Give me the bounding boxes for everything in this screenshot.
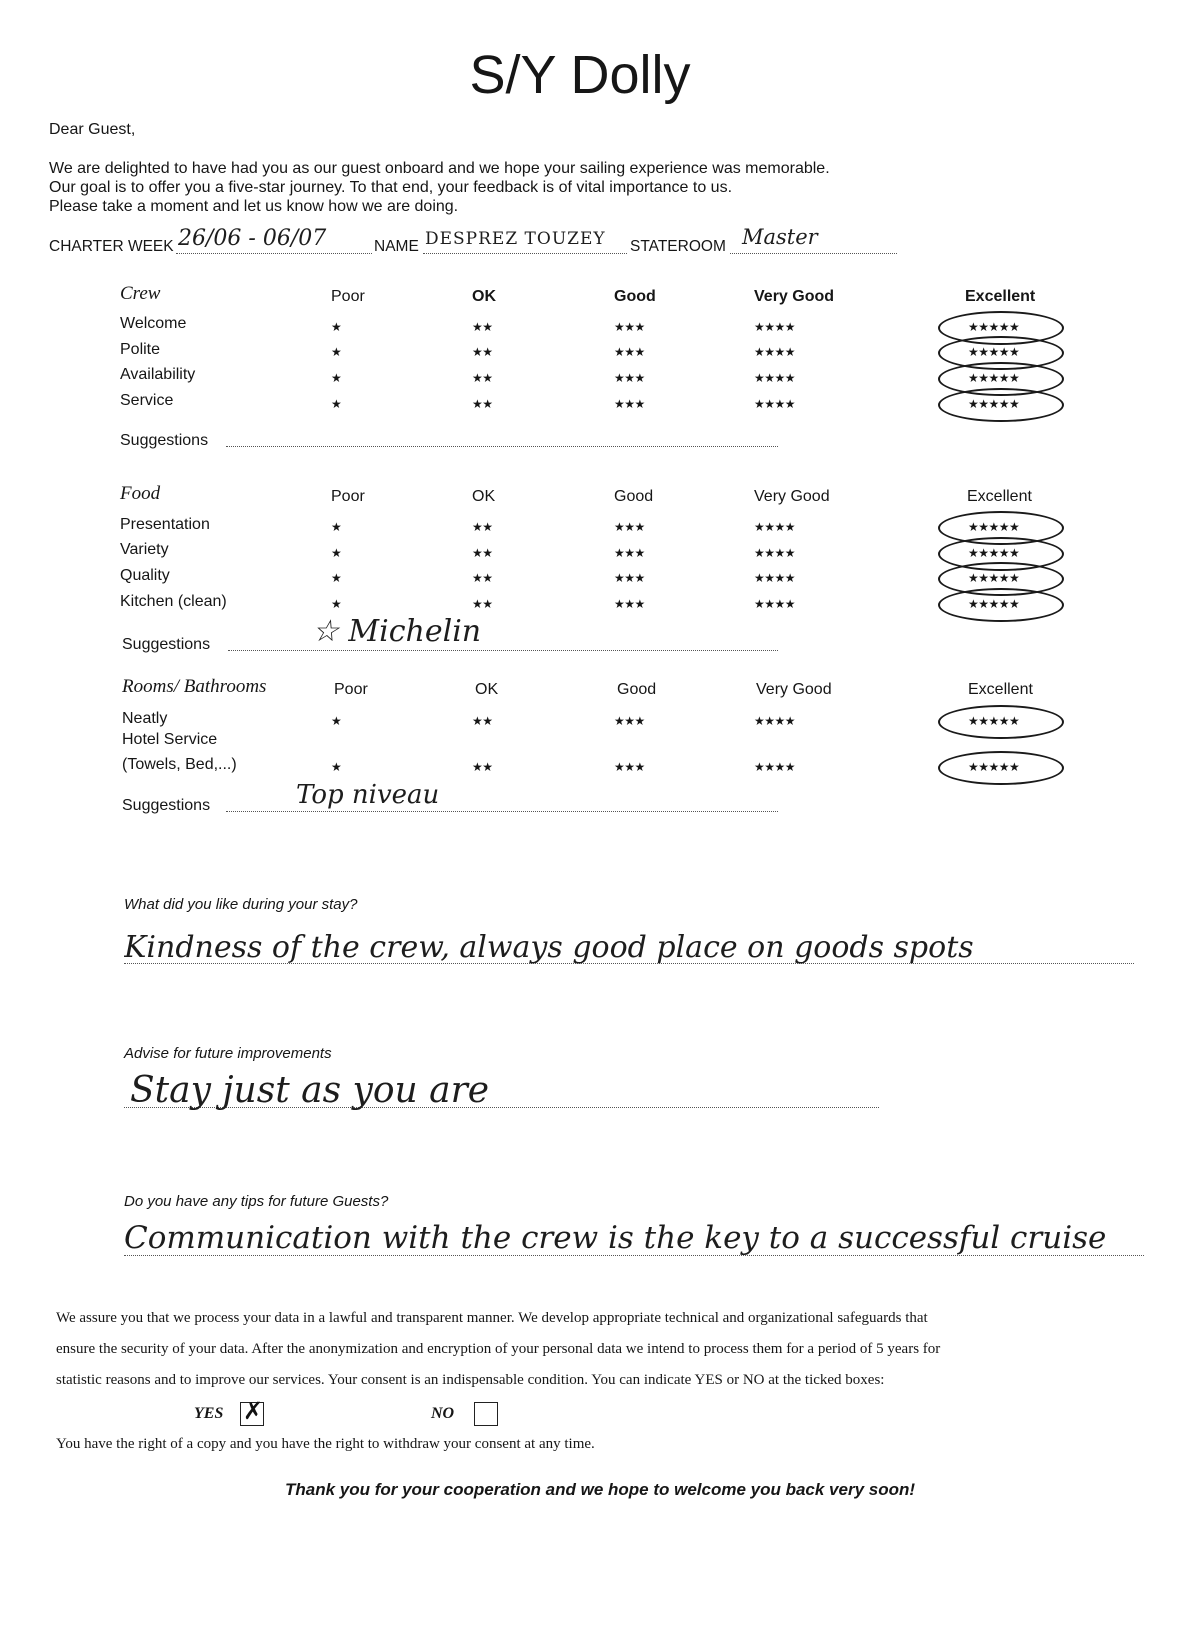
rating-stars-good[interactable]: ★★★ <box>614 320 645 334</box>
rating-stars-excellent[interactable]: ★★★★★ <box>968 546 1020 560</box>
row-label-polite: Polite <box>120 341 161 358</box>
rating-stars-very-good[interactable]: ★★★★ <box>754 371 796 385</box>
rating-stars-poor[interactable]: ★ <box>331 520 342 534</box>
rating-stars-poor[interactable]: ★ <box>331 597 342 611</box>
consent-no-label: NO <box>431 1405 455 1422</box>
rating-stars-very-good[interactable]: ★★★★ <box>754 520 796 534</box>
question-liked-answer[interactable]: Kindness of the crew, always good place on goods spots <box>124 930 974 965</box>
rating-stars-ok[interactable]: ★★ <box>472 546 493 560</box>
header-poor: Poor <box>331 488 365 505</box>
row-label-availability: Availability <box>120 366 196 383</box>
suggestions-line-rooms <box>226 811 778 812</box>
rating-stars-ok[interactable]: ★★ <box>472 571 493 585</box>
legal-line-1: We assure you that we process your data in a lawful and transparent manner. We develop appropriate technical and organizational safeguards that <box>56 1310 928 1326</box>
intro-line-2: Our goal is to offer you a five-star journey. To that end, your feedback is of vital importance to us. <box>49 179 733 196</box>
rating-stars-good[interactable]: ★★★ <box>614 571 645 585</box>
header-very-good: Very Good <box>754 288 835 305</box>
suggestions-label-rooms: Suggestions <box>122 797 211 814</box>
intro-line-3: Please take a moment and let us know how we are doing. <box>49 198 459 215</box>
rating-stars-excellent[interactable]: ★★★★★ <box>968 571 1020 585</box>
section-title-rooms: Rooms/ Bathrooms <box>122 676 267 697</box>
row-label-quality: Quality <box>120 567 170 584</box>
legal-line-2: ensure the security of your data. After the anonymization and encryption of your personal data we intend to process them for a period of 5 years for <box>56 1341 941 1357</box>
header-very-good: Very Good <box>754 488 830 505</box>
rating-stars-good[interactable]: ★★★ <box>614 520 645 534</box>
rating-stars-poor[interactable]: ★ <box>331 371 342 385</box>
rating-stars-excellent[interactable]: ★★★★★ <box>968 345 1020 359</box>
rating-stars-very-good[interactable]: ★★★★ <box>754 345 796 359</box>
header-poor: Poor <box>334 681 368 698</box>
rating-stars-ok[interactable]: ★★ <box>472 520 493 534</box>
header-ok: OK <box>475 681 499 698</box>
rating-stars-poor[interactable]: ★ <box>331 397 342 411</box>
name-label: NAME <box>374 238 419 255</box>
consent-yes-label: YES <box>194 1405 224 1422</box>
thanks-text: Thank you for your cooperation and we hope to welcome you back very soon! <box>284 1480 916 1499</box>
rating-stars-very-good[interactable]: ★★★★ <box>754 320 796 334</box>
row-label-variety: Variety <box>120 541 169 558</box>
row-label-service: Service <box>120 392 174 409</box>
header-excellent: Excellent <box>965 288 1036 305</box>
header-good: Good <box>614 488 654 505</box>
selection-circle <box>938 388 1064 422</box>
question-tips-label: Do you have any tips for future Guests? <box>124 1193 389 1210</box>
name-field[interactable]: DESPREZ TOUZEY <box>425 229 606 249</box>
selection-circle <box>938 705 1064 739</box>
rating-stars-good[interactable]: ★★★ <box>614 714 645 728</box>
legal-line-3: statistic reasons and to improve our services. Your consent is an indispensable condition. You can indicate YES or NO at the ticked boxes: <box>56 1372 885 1388</box>
header-ok: OK <box>472 288 496 305</box>
rating-stars-excellent[interactable]: ★★★★★ <box>968 714 1020 728</box>
rating-stars-excellent[interactable]: ★★★★★ <box>968 597 1020 611</box>
page-title: S/Y Dolly <box>469 45 691 105</box>
rating-stars-ok[interactable]: ★★ <box>472 345 493 359</box>
header-ok: OK <box>472 488 496 505</box>
row-label-hotel-service: Hotel Service <box>122 731 218 748</box>
rating-stars-good[interactable]: ★★★ <box>614 397 645 411</box>
rating-stars-excellent[interactable]: ★★★★★ <box>968 320 1020 334</box>
question-tips-answer[interactable]: Communication with the crew is the key to a successful cruise <box>124 1220 1107 1256</box>
row-label-neatly: Neatly <box>122 710 168 727</box>
header-poor: Poor <box>331 288 365 305</box>
rating-stars-poor[interactable]: ★ <box>331 345 342 359</box>
header-very-good: Very Good <box>756 681 832 698</box>
rating-stars-very-good[interactable]: ★★★★ <box>754 397 796 411</box>
question-liked-label: What did you like during your stay? <box>124 896 358 913</box>
suggestions-label-crew: Suggestions <box>120 432 209 449</box>
consent-yes-checkbox[interactable] <box>240 1397 264 1426</box>
row-label-presentation: Presentation <box>120 516 210 533</box>
rating-stars-very-good[interactable]: ★★★★ <box>754 571 796 585</box>
charter-week-field[interactable]: 26/06 - 06/07 <box>178 226 327 251</box>
intro-line-1: We are delighted to have had you as our guest onboard and we hope your sailing experience was memorable. <box>49 160 830 177</box>
header-excellent: Excellent <box>968 681 1033 698</box>
suggestions-line-crew <box>226 446 778 447</box>
stateroom-label: STATEROOM <box>630 238 726 255</box>
rights-text: You have the right of a copy and you have the right to withdraw your consent at any time. <box>56 1436 595 1452</box>
rating-stars-poor[interactable]: ★ <box>331 714 342 728</box>
section-title-food: Food <box>120 483 161 504</box>
row-label-kitchen: Kitchen (clean) <box>120 593 227 610</box>
selection-circle <box>938 588 1064 622</box>
selection-circle <box>938 751 1064 785</box>
suggestions-field-rooms[interactable]: Top niveau <box>296 780 440 810</box>
suggestions-line-food <box>228 650 778 651</box>
stateroom-field[interactable]: Master <box>742 225 818 249</box>
name-line <box>423 253 627 254</box>
rating-stars-ok[interactable]: ★★ <box>472 320 493 334</box>
header-good: Good <box>614 288 656 305</box>
greeting: Dear Guest, <box>49 121 136 138</box>
rating-stars-poor[interactable]: ★ <box>331 320 342 334</box>
row-label-towels-bed: (Towels, Bed,...) <box>122 756 237 773</box>
rating-stars-excellent[interactable]: ★★★★★ <box>968 397 1020 411</box>
rating-stars-very-good[interactable]: ★★★★ <box>754 760 796 774</box>
rating-stars-good[interactable]: ★★★ <box>614 345 645 359</box>
rating-stars-very-good[interactable]: ★★★★ <box>754 714 796 728</box>
rating-stars-ok[interactable]: ★★ <box>472 597 493 611</box>
header-excellent: Excellent <box>967 488 1032 505</box>
suggestions-field-food[interactable]: ☆ Michelin <box>312 614 482 649</box>
rating-stars-good[interactable]: ★★★ <box>614 371 645 385</box>
rating-stars-excellent[interactable]: ★★★★★ <box>968 760 1020 774</box>
rating-stars-good[interactable]: ★★★ <box>614 546 645 560</box>
rating-stars-very-good[interactable]: ★★★★ <box>754 546 796 560</box>
rating-stars-ok[interactable]: ★★ <box>472 760 493 774</box>
suggestions-label-food: Suggestions <box>122 636 211 653</box>
charter-week-line <box>176 253 372 254</box>
rating-stars-excellent[interactable]: ★★★★★ <box>968 520 1020 534</box>
rating-stars-ok[interactable]: ★★ <box>472 371 493 385</box>
question-improvements-label: Advise for future improvements <box>124 1045 332 1062</box>
consent-no-checkbox[interactable] <box>474 1402 498 1426</box>
rating-stars-good[interactable]: ★★★ <box>614 760 645 774</box>
section-title-crew: Crew <box>120 283 161 304</box>
rating-stars-very-good[interactable]: ★★★★ <box>754 597 796 611</box>
rating-stars-ok[interactable]: ★★ <box>472 397 493 411</box>
rating-stars-poor[interactable]: ★ <box>331 760 342 774</box>
rating-stars-excellent[interactable]: ★★★★★ <box>968 371 1020 385</box>
row-label-welcome: Welcome <box>120 315 187 332</box>
rating-stars-good[interactable]: ★★★ <box>614 597 645 611</box>
charter-week-label: CHARTER WEEK <box>49 238 174 255</box>
rating-stars-poor[interactable]: ★ <box>331 546 342 560</box>
rating-stars-ok[interactable]: ★★ <box>472 714 493 728</box>
rating-stars-poor[interactable]: ★ <box>331 571 342 585</box>
stateroom-line <box>730 253 897 254</box>
question-improvements-answer[interactable]: Stay just as you are <box>130 1070 490 1111</box>
header-good: Good <box>617 681 657 698</box>
check-mark-icon: ✗ <box>243 1397 264 1425</box>
